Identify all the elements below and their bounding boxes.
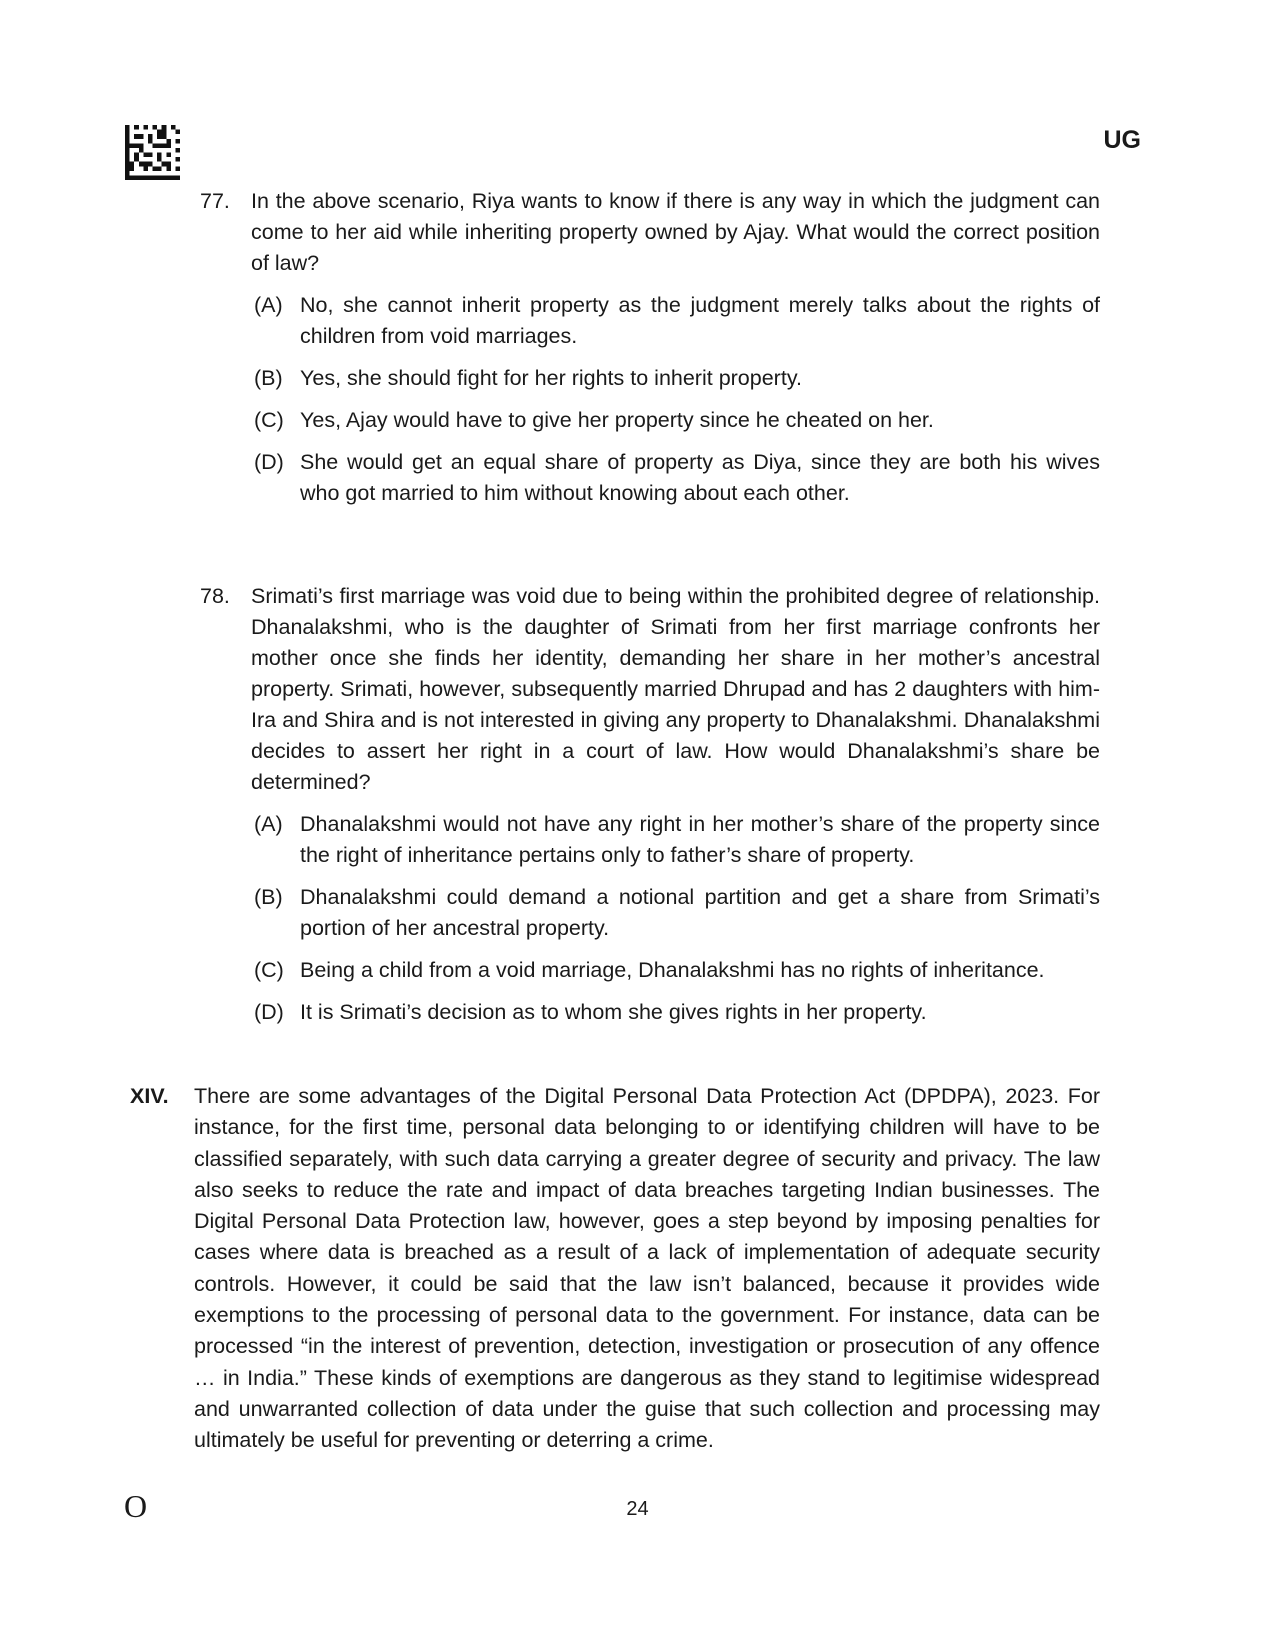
option-label: (D) [254,450,284,474]
option-text: She would get an equal share of property as Diya, since they are both his wives who got married to him without knowing about each other. [300,450,1100,505]
exam-code: UG [1103,126,1141,154]
option-c [251,405,1100,436]
option-text: Yes, Ajay would have to give her property since he cheated on her. [300,408,934,432]
option-d [251,447,1100,509]
section-number: XIV. [130,1084,169,1108]
option-c [251,955,1100,986]
option-b [251,882,1100,944]
question-stem: In the above scenario, Riya wants to know if there is any way in which the judgment can come to her aid while inheriting property owned by Ajay. What would the correct position of law? [251,189,1100,275]
option-label: (B) [254,366,283,390]
datamatrix-code-icon [125,125,180,180]
option-a [251,290,1100,352]
option-text: Dhanalakshmi would not have any right in her mother’s share of the property since the right of inheritance pertains only to father’s share of property. [300,812,1100,867]
option-text: It is Srimati’s decision as to whom she gives rights in her property. [300,1000,927,1024]
option-text: Being a child from a void marriage, Dhanalakshmi has no rights of inheritance. [300,958,1045,982]
option-text: No, she cannot inherit property as the judgment merely talks about the rights of children from void marriages. [300,293,1100,348]
option-label: (D) [254,1000,284,1024]
option-text: Yes, she should fight for her rights to inherit property. [300,366,802,390]
passage-section-xiv [130,1081,1100,1457]
option-label: (A) [254,812,283,836]
option-d [251,997,1100,1028]
option-label: (C) [254,408,284,432]
question-number: 78. [200,584,230,608]
option-b [251,363,1100,394]
question-number: 77. [200,189,230,213]
option-text: Dhanalakshmi could demand a notional partition and get a share from Srimati’s portion of her ancestral property. [300,885,1100,940]
page-number: 24 [626,1498,649,1520]
option-a [251,809,1100,871]
footer-mark: O [124,1488,148,1524]
option-label: (A) [254,293,283,317]
question-77 [200,186,1100,509]
option-label: (B) [254,885,283,909]
question-stem: Srimati’s first marriage was void due to being within the prohibited degree of relationship. Dhanalakshmi, who is the daughter of Srimati from her first marriage confronts her mother once she finds her identity, demanding her share in her mother’s ancestral property. Srimati, however, subsequently married Dhrupad and has 2 daughters with him- Ira and Shira and is not interested in giving any property to Dhanalakshmi. Dhanalakshmi decides to assert her right in a court of law. How would Dhanalakshmi’s share be determined? [251,584,1100,794]
question-78 [200,581,1100,1028]
passage-text: There are some advantages of the Digital Personal Data Protection Act (DPDPA), 2023. For instance, for the first time, personal data belonging to or identifying children will have to be classified separately, with such data carrying a greater degree of security and privacy. The law also seeks to reduce the rate and impact of data breaches targeting Indian businesses. The Digital Personal Data Protection law, however, goes a step beyond by imposing penalties for cases where data is breached as a result of a lack of implementation of adequate security controls. However, it could be said that the law isn’t balanced, because it provides wide exemptions to the processing of personal data to the government. For instance, data can be processed “in the interest of prevention, detection, investigation or prosecution of any offence … in India.” These kinds of exemptions are dangerous as they stand to legitimise widespread and unwarranted collection of data under the guise that such collection and processing may ultimately be useful for preventing or deterring a crime. [194,1084,1100,1453]
option-label: (C) [254,958,284,982]
